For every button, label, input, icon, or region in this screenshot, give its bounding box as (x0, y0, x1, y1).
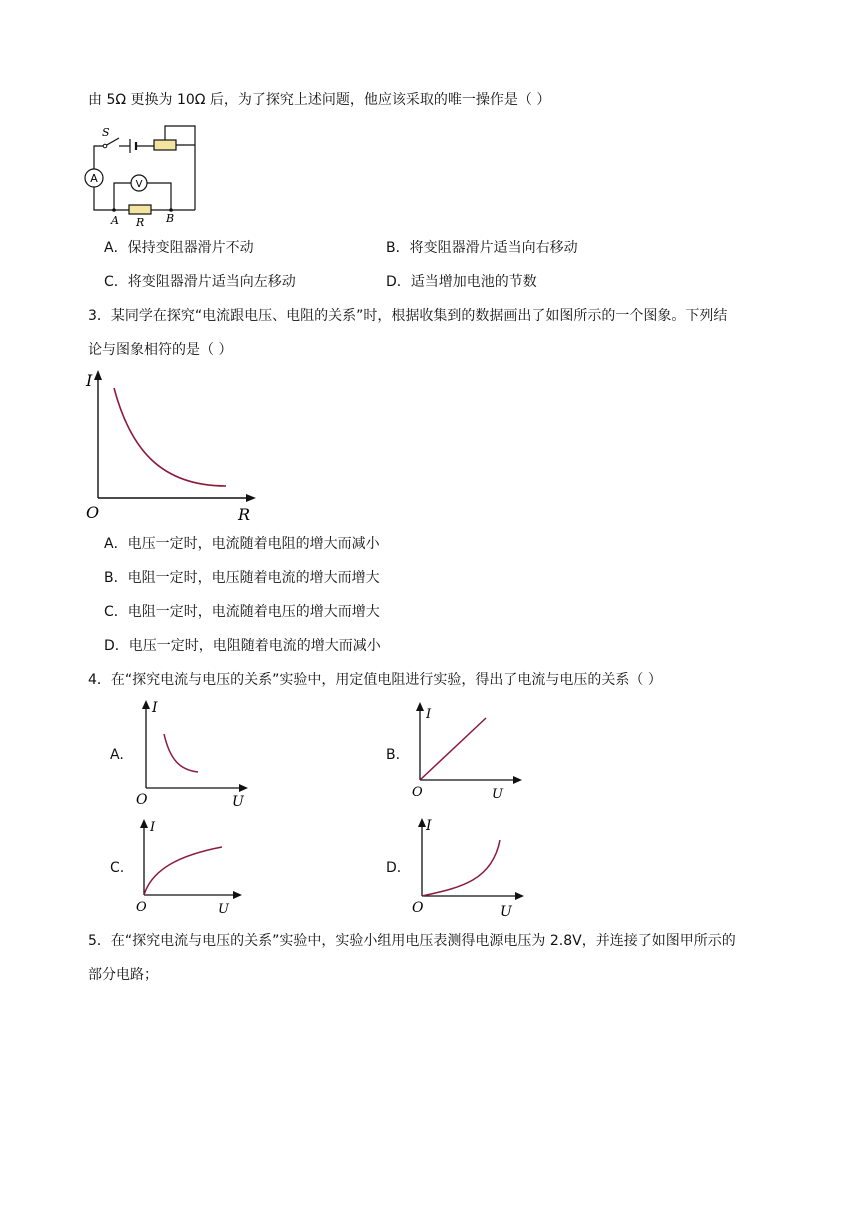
q4d-origin-label: O (412, 900, 424, 916)
q3-option-a[interactable]: A．电压一定时，电流随着电阻的增大而减小 (104, 536, 380, 552)
ammeter-label: A (90, 172, 98, 185)
q4-graph-d (408, 814, 528, 918)
q4-option-d[interactable]: D. (386, 860, 402, 876)
q2-option-b[interactable]: B．将变阻器滑片适当向右移动 (386, 240, 578, 256)
q4a-x-label: U (232, 794, 244, 810)
q4-graph-a (132, 698, 252, 808)
q4d-x-label: U (500, 904, 512, 920)
q2-option-c[interactable]: C．将变阻器滑片适当向左移动 (104, 274, 296, 290)
q3-stem-line1: 3．某同学在探究“电流跟电压、电阻的关系”时，根据收集到的数据画出了如图所示的一个图象。下列结 (88, 308, 728, 324)
q3-origin-label: O (86, 503, 100, 522)
q3-option-c[interactable]: C．电阻一定时，电流随着电压的增大而增大 (104, 604, 380, 620)
voltmeter-label: V (135, 179, 143, 190)
q4a-y-label: I (152, 700, 158, 716)
q3-x-label: R (238, 505, 251, 524)
point-b-label: B (166, 212, 175, 225)
q4-option-a[interactable]: A. (110, 747, 124, 763)
q4b-x-label: U (492, 787, 503, 802)
q4c-x-label: U (218, 902, 229, 917)
q3-option-b[interactable]: B．电阻一定时，电压随着电流的增大而增大 (104, 570, 380, 586)
q4-stem: 4．在“探究电流与电压的关系”实验中，用定值电阻进行实验，得出了电流与电压的关系（ ） (88, 672, 662, 688)
q4-option-c[interactable]: C. (110, 860, 125, 876)
q4b-origin-label: O (412, 785, 423, 800)
point-a-label: A (111, 214, 119, 227)
q2-option-d[interactable]: D．适当增加电池的节数 (386, 274, 537, 290)
q4-graph-c (130, 815, 250, 915)
q4a-origin-label: O (136, 792, 148, 808)
q4c-y-label: I (150, 820, 156, 835)
q5-stem-line2: 部分电路； (88, 967, 158, 983)
q4-option-b[interactable]: B. (386, 747, 401, 763)
q4c-origin-label: O (136, 900, 147, 915)
q3-graph (80, 368, 260, 528)
q5-stem-line1: 5．在“探究电流与电压的关系”实验中，实验小组用电压表测得电源电压为 2.8V，并连接了如图甲所示的 (88, 933, 736, 949)
circuit-diagram (78, 118, 218, 230)
q4b-y-label: I (426, 707, 432, 722)
q3-y-label: I (86, 371, 93, 390)
q3-option-d[interactable]: D．电压一定时，电阻随着电流的增大而减小 (104, 638, 381, 654)
resistor-label: R (136, 216, 145, 229)
q2-option-a[interactable]: A．保持变阻器滑片不动 (104, 240, 254, 256)
q3-stem-line2: 论与图象相符的是（ ） (88, 342, 233, 358)
q4-graph-b (408, 698, 528, 808)
q4d-y-label: I (426, 818, 432, 834)
q2-stem-tail: 由 5Ω 更换为 10Ω 后，为了探究上述问题，他应该采取的唯一操作是（ ） (88, 92, 551, 108)
switch-label: S (102, 126, 110, 139)
